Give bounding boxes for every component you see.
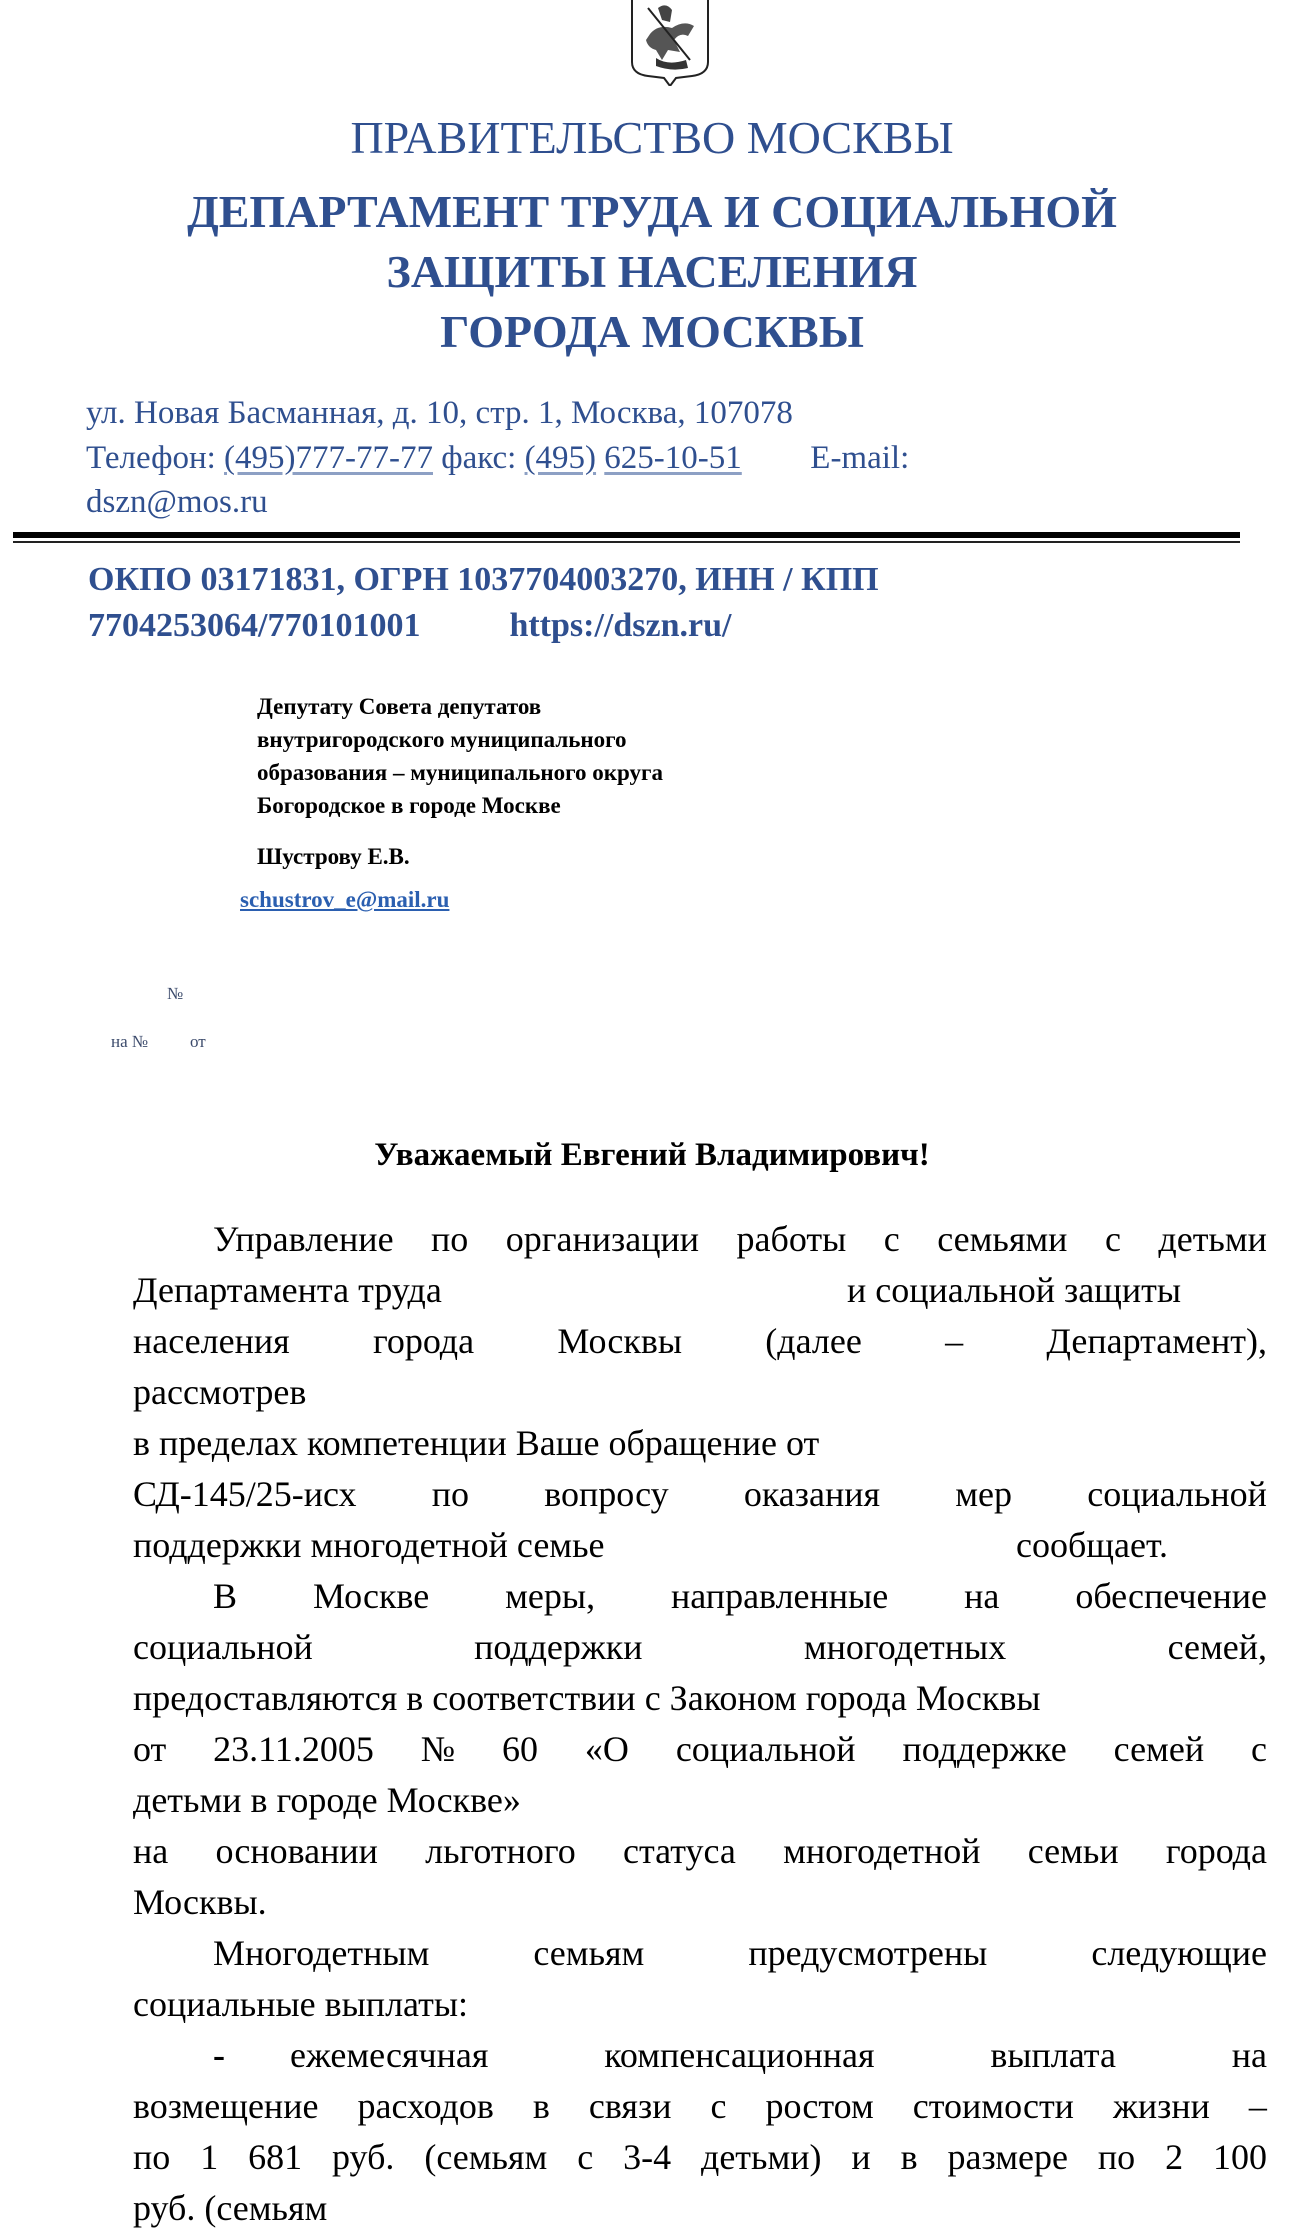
email-label: E-mail: [810, 440, 910, 476]
header-divider-thin [13, 541, 1240, 543]
moscow-coat-of-arms-icon [628, 0, 712, 86]
body-line: Управление по организации работы с семьями с детьми [213, 1219, 1267, 1259]
phone-number[interactable]: 777-77-77 [295, 440, 433, 476]
government-title: ПРАВИТЕЛЬСТВО МОСКВЫ [350, 112, 954, 163]
phone-label: Телефон: [86, 440, 216, 476]
inn-kpp: 7704253064/770101001 [88, 607, 421, 644]
department-title-line-2: ЗАЩИТЫ НАСЕЛЕНИЯ [386, 246, 918, 297]
body-line: по 1 681 руб. (семьям с 3-4 детьми) и в размере по 2 100 [133, 2137, 1267, 2177]
body-line: В Москве меры, направленные на обеспечение [213, 1576, 1267, 1616]
body-line: возмещение расходов в связи с ростом стоимости жизни – [133, 2086, 1267, 2126]
website-link[interactable]: https://dszn.ru/ [509, 607, 732, 644]
department-title-line-3: ГОРОДА МОСКВЫ [440, 306, 864, 357]
body-line: ежемесячная компенсационная выплата на [290, 2035, 1267, 2075]
body-line: Департамента труда [133, 1270, 442, 1310]
body-line: на основании льготного статуса многодетной семьи города [133, 1831, 1267, 1871]
fax-label: факс: [441, 440, 517, 476]
body-line: рассмотрев [133, 1372, 307, 1412]
contacts-line [86, 436, 909, 480]
body-line: и социальной защиты [847, 1270, 1182, 1310]
in-reply-number-label: на № [111, 1032, 149, 1051]
fax-code[interactable]: (495) [524, 440, 597, 476]
body-line: руб. (семьям [133, 2188, 328, 2228]
recipient-line-2: внутригородского муниципального [257, 727, 627, 752]
fax-number[interactable]: 625-10-51 [604, 440, 742, 476]
header-divider-thick [13, 532, 1240, 538]
address: ул. Новая Басманная, д. 10, стр. 1, Москва, 107078 [86, 395, 793, 431]
requisites-line-1: ОКПО 03171831, ОГРН 1037704003270, ИНН / КПП [88, 561, 879, 598]
body-line: сообщает. [1016, 1525, 1168, 1565]
body-line: предоставляются в соответствии с Законом города Москвы [133, 1678, 1041, 1718]
phone-code[interactable]: (495) [224, 440, 296, 476]
body-line: детьми в городе Москве» [133, 1780, 521, 1820]
body-line: от 23.11.2005 № 60 «О социальной поддержке семей с [133, 1729, 1267, 1769]
body-line: в пределах компетенции Ваше обращение от [133, 1423, 820, 1463]
bullet-dash: - [213, 2035, 225, 2075]
recipient-line-3: образования – муниципального округа [257, 760, 663, 785]
greeting: Уважаемый Евгений Владимирович! [374, 1137, 930, 1173]
body-line: социальной поддержки многодетных семей, [133, 1627, 1267, 1667]
body-line: СД-145/25-исх по вопросу оказания мер социальной [133, 1474, 1267, 1514]
recipient-line-1: Депутату Совета депутатов [257, 694, 542, 719]
department-title-line-1: ДЕПАРТАМЕНТ ТРУДА И СОЦИАЛЬНОЙ [187, 186, 1117, 237]
requisites-line-2 [88, 603, 731, 649]
department-email[interactable]: dszn@mos.ru [86, 484, 268, 520]
body-line: Москвы. [133, 1882, 267, 1922]
body-line: социальные выплаты: [133, 1984, 469, 2024]
in-reply-date-label: от [190, 1032, 206, 1051]
body-line: Многодетным семьям предусмотрены следующие [213, 1933, 1267, 1973]
recipient-name: Шустрову Е.В. [257, 844, 410, 869]
recipient-line-4: Богородское в городе Москве [257, 793, 561, 818]
outgoing-number-label: № [167, 984, 184, 1003]
body-line: населения города Москвы (далее – Департамент), [133, 1321, 1267, 1361]
body-line: поддержки многодетной семье [133, 1525, 605, 1565]
recipient-email-link[interactable]: schustrov_e@mail.ru [240, 887, 450, 912]
